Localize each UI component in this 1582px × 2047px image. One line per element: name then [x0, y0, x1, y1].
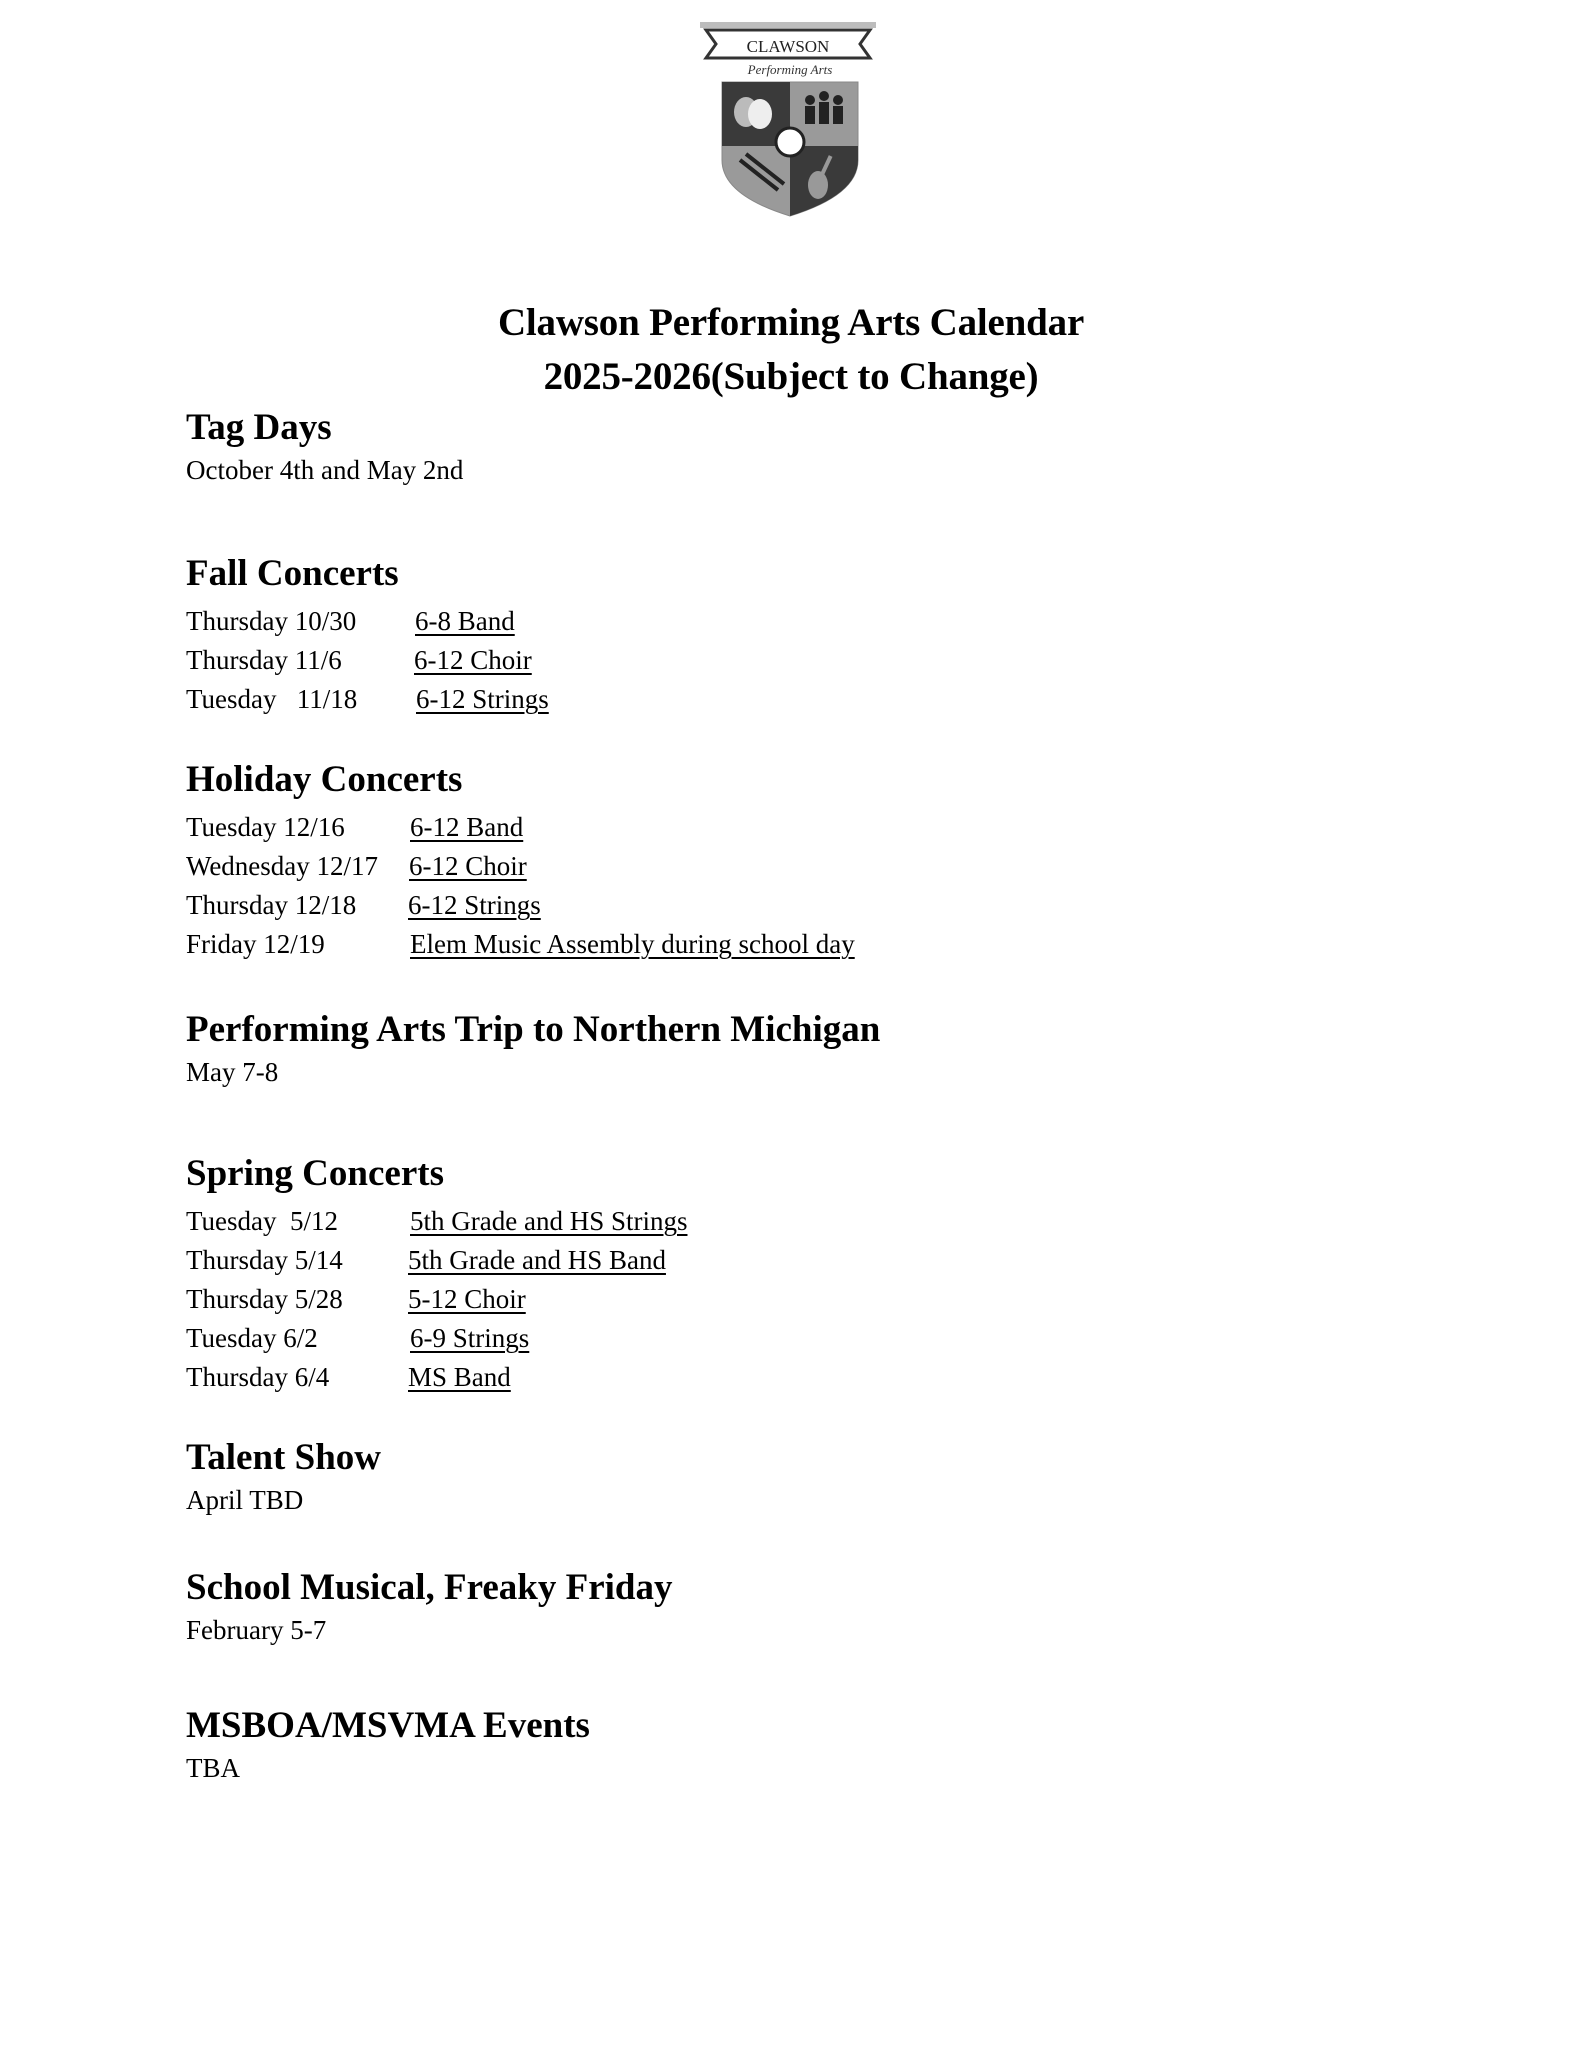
concert-date: Tuesday 5/12 [186, 1206, 339, 1236]
svg-text:CLAWSON: CLAWSON [746, 37, 830, 56]
page-title: Clawson Performing Arts Calendar [497, 301, 1085, 344]
concert-row [186, 1202, 688, 1241]
section-tag-days [186, 406, 463, 488]
section-text: TBA [186, 1753, 240, 1783]
concert-date: Thursday 11/6 [186, 645, 342, 675]
choir-icon [805, 91, 843, 124]
concert-row [186, 602, 515, 641]
concert-event-link[interactable]: 6-12 Band [410, 812, 524, 842]
concert-date: Thursday 5/14 [186, 1245, 343, 1275]
concert-event-link[interactable]: 5th Grade and HS Band [408, 1245, 666, 1275]
concert-row [186, 847, 527, 886]
concert-event-link[interactable]: 6-9 Strings [410, 1323, 530, 1353]
section-talent-show [186, 1436, 381, 1518]
spartan-helmet-icon [776, 128, 804, 156]
concert-date: Thursday 12/18 [186, 890, 357, 920]
concert-event-link[interactable]: 6-12 Choir [414, 645, 532, 675]
concert-event-link[interactable]: 6-12 Strings [408, 890, 541, 920]
concert-event-link[interactable]: 5th Grade and HS Strings [410, 1206, 688, 1236]
crest-icon [700, 20, 880, 220]
page-subtitle: 2025-2026(Subject to Change) [543, 355, 1039, 398]
concert-row [186, 808, 524, 847]
section-msboa-events [186, 1704, 590, 1786]
concert-date: Tuesday 12/16 [186, 812, 345, 842]
concert-date: Tuesday 11/18 [186, 684, 358, 714]
concert-row [186, 925, 855, 964]
theater-masks-icon [734, 97, 772, 129]
svg-text:Performing Arts: Performing Arts [747, 62, 833, 77]
section-text: October 4th and May 2nd [186, 455, 464, 485]
concert-row [186, 1280, 526, 1319]
concert-event-link[interactable]: 6-12 Strings [416, 684, 549, 714]
section-text: February 5-7 [186, 1615, 327, 1645]
concert-date: Wednesday 12/17 [186, 851, 379, 881]
concert-event-link[interactable]: 6-8 Band [415, 606, 515, 636]
section-heading: Talent Show [186, 1437, 382, 1478]
concert-row [186, 1319, 530, 1358]
section-heading: Holiday Concerts [186, 759, 463, 800]
concert-event-link[interactable]: 6-12 Choir [409, 851, 527, 881]
concert-date: Thursday 6/4 [186, 1362, 330, 1392]
section-text: April TBD [186, 1485, 304, 1515]
section-holiday-concerts [186, 758, 855, 964]
concert-row [186, 886, 541, 925]
concert-date: Thursday 5/28 [186, 1284, 343, 1314]
section-heading: Tag Days [186, 407, 332, 448]
section-school-musical [186, 1566, 672, 1648]
section-heading: MSBOA/MSVMA Events [186, 1705, 590, 1746]
section-text: May 7-8 [186, 1057, 279, 1087]
section-heading: Fall Concerts [186, 553, 399, 594]
concert-row [186, 641, 532, 680]
concert-row [186, 680, 549, 719]
concert-event-link[interactable]: MS Band [408, 1362, 511, 1392]
concert-row [186, 1241, 666, 1280]
clawson-performing-arts-logo [700, 20, 880, 220]
concert-event-link[interactable]: 5-12 Choir [408, 1284, 526, 1314]
section-heading: Spring Concerts [186, 1153, 444, 1194]
section-heading: Performing Arts Trip to Northern Michigan [186, 1009, 881, 1050]
section-fall-concerts [186, 552, 549, 719]
concert-date: Thursday 10/30 [186, 606, 357, 636]
concert-row [186, 1358, 511, 1397]
section-spring-concerts [186, 1152, 688, 1397]
concert-date: Tuesday 6/2 [186, 1323, 318, 1353]
section-trip [186, 1008, 880, 1090]
section-heading: School Musical, Freaky Friday [186, 1567, 673, 1608]
concert-event-link[interactable]: Elem Music Assembly during school day [410, 929, 855, 959]
concert-date: Friday 12/19 [186, 929, 325, 959]
